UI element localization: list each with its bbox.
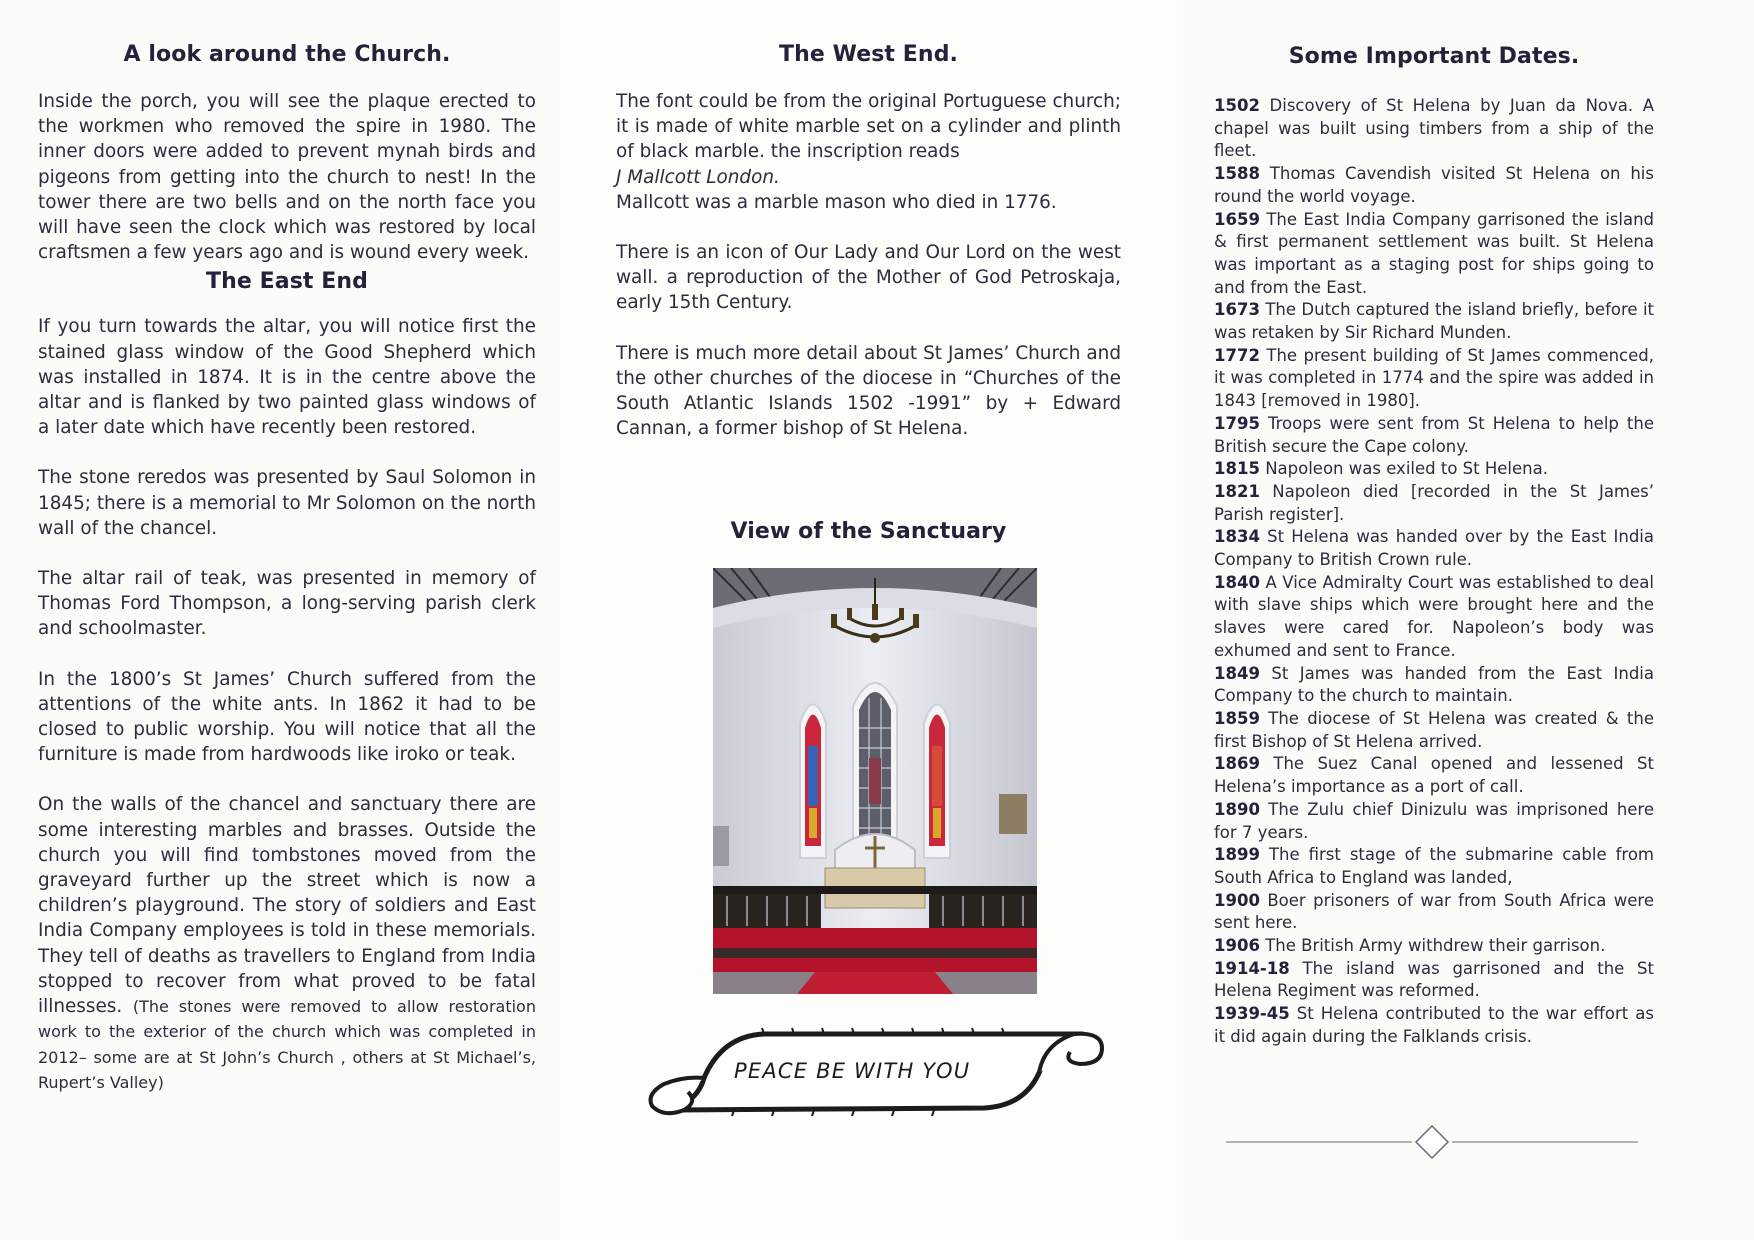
- diamond-divider-icon: [1226, 1125, 1638, 1159]
- date-entry: [1214, 844, 1654, 889]
- date-year: 1840: [1214, 572, 1260, 592]
- mallcott-text: Mallcott was a marble mason who died in 1776.: [616, 191, 1057, 213]
- date-year: 1914-18: [1214, 958, 1290, 978]
- banner-text: PEACE BE WITH YOU: [734, 1059, 971, 1084]
- date-entry: [1214, 753, 1654, 798]
- date-text: The Suez Canal opened and lessened St Helena’s importance as a port of call.: [1214, 754, 1654, 797]
- date-text: St James was handed from the East India Company to the church to maintain.: [1214, 663, 1655, 706]
- altar-window-paragraph: If you turn towards the altar, you will notice first the stained glass window of the Good Shepherd which was installed in 1874. It is in the centre above the altar and is flanked by two painted glass windows of a later date which have recently been restored.: [38, 316, 536, 439]
- date-text: Napoleon was exiled to St Helena.: [1265, 459, 1548, 479]
- right-panel: [1177, 0, 1754, 1240]
- date-entry: [1214, 708, 1654, 753]
- date-entry: [1214, 935, 1654, 958]
- memorials-note: (The stones were removed to allow restoration work to the exterior of the church which was completed in 2012– some are at St John’s Church , others at St Michael’s, Rupert’s Valley): [38, 997, 536, 1092]
- heading-east-end: The East End: [205, 269, 369, 295]
- date-text: The first stage of the submarine cable from South Africa to England was landed,: [1214, 845, 1654, 887]
- memorials-paragraph: [38, 792, 536, 1094]
- left-panel: [0, 0, 560, 1240]
- font-inscription: J Mallcott London.: [616, 166, 780, 188]
- date-entry: [1214, 163, 1654, 208]
- heading-west-end: The West End.: [778, 42, 959, 67]
- date-year: 1502: [1214, 96, 1260, 115]
- date-year: 1588: [1214, 164, 1260, 184]
- date-text: Discovery of St Helena by Juan da Nova. A chapel was built using timbers from a ship of the fleet.: [1214, 96, 1655, 161]
- date-entry: [1214, 481, 1654, 526]
- date-year: 1869: [1214, 754, 1260, 774]
- date-year: 1834: [1214, 527, 1260, 547]
- date-year: 1939-45: [1214, 1004, 1290, 1024]
- date-text: St Helena was handed over by the East India Company to British Crown rule.: [1214, 527, 1654, 570]
- date-year: 1815: [1214, 459, 1260, 479]
- date-year: 1659: [1214, 209, 1260, 229]
- church-sanctuary-photo: [713, 568, 1037, 994]
- date-year: 1900: [1214, 890, 1260, 910]
- icon-paragraph: There is an icon of Our Lady and Our Lord on the west wall. a reproduction of the Mother of God Petroskaja, early 15th Century.: [616, 242, 1121, 314]
- date-year: 1795: [1214, 413, 1260, 433]
- font-text: The font could be from the original Portuguese church; it is made of white marble set on a cylinder and plinth of black marble. the inscription reads: [616, 91, 1121, 163]
- date-text: The diocese of St Helena was created & the first Bishop of St Helena arrived.: [1214, 708, 1655, 751]
- date-entry: [1214, 345, 1654, 413]
- peace-scroll-banner: [644, 1018, 1104, 1118]
- date-year: 1849: [1214, 663, 1260, 683]
- date-entry: [1214, 1003, 1654, 1048]
- date-text: The Dutch captured the island briefly, before it was retaken by Sir Richard Munden.: [1214, 300, 1654, 343]
- date-year: 1772: [1214, 345, 1260, 365]
- date-entry: [1214, 209, 1654, 300]
- heading-look-around: A look around the Church.: [123, 42, 451, 67]
- date-entry: [1214, 95, 1654, 163]
- porch-paragraph: Inside the porch, you will see the plaque erected to the workmen who removed the spire in 1980. The inner doors were added to prevent mynah birds and pigeons from getting into the church to nest! In the tower there are two bells and on the north face you will have seen the clock which was restored by local craftsmen a few years ago and is wound every week.: [38, 91, 536, 264]
- date-text: The Zulu chief Dinizulu was imprisoned here for 7 years.: [1214, 799, 1654, 842]
- date-year: 1673: [1214, 300, 1260, 320]
- date-text: A Vice Admiralty Court was established to deal with slave ships which were brought here and the slaves were cared for. Napoleon’s body was exhumed and sent to France.: [1214, 572, 1655, 660]
- date-list: [1214, 95, 1654, 1049]
- date-entry: [1214, 663, 1654, 708]
- west-end-section: [616, 42, 1121, 544]
- date-text: Thomas Cavendish visited St Helena on his round the world voyage.: [1214, 164, 1654, 206]
- date-entry: [1214, 299, 1654, 344]
- memorials-text: On the walls of the chancel and sanctuary there are some interesting marbles and brasses. Outside the church you will find tombstones moved from the graveyard further up the street which is now a children’s playground. The story of soldiers and East India Company employees is told in these memorials. They tell of deaths as travellers to England from India stopped to recover from what proved to be fatal illnesses.: [38, 794, 536, 1018]
- date-entry: [1214, 890, 1654, 935]
- heading-important-dates: Some Important Dates.: [1288, 44, 1580, 69]
- date-year: 1821: [1214, 481, 1260, 501]
- date-text: The East India Company garrisoned the island & first permanent settlement was built. St Helena was important as a staging post for ships going to and from the East.: [1214, 209, 1654, 297]
- date-text: Troops were sent from St Helena to help the British secure the Cape colony.: [1214, 413, 1655, 456]
- white-ants-paragraph: In the 1800’s St James’ Church suffered from the attentions of the white ants. In 1862 it had to be closed to public worship. You will notice that all the furniture is made from hardwoods like iroko or teak.: [38, 668, 536, 766]
- date-year: 1890: [1214, 799, 1260, 819]
- date-entry: [1214, 526, 1654, 571]
- font-paragraph: [616, 89, 1121, 215]
- middle-panel: [560, 0, 1177, 1240]
- date-text: The British Army withdrew their garrison.: [1265, 936, 1606, 956]
- reredos-paragraph: The stone reredos was presented by Saul Solomon in 1845; there is a memorial to Mr Solomon on the north wall of the chancel.: [38, 467, 536, 539]
- date-entry: [1214, 572, 1654, 663]
- date-text: St Helena contributed to the war effort as it did again during the Falklands crisis.: [1214, 1004, 1654, 1046]
- altar-rail-paragraph: The altar rail of teak, was presented in memory of Thomas Ford Thompson, a long-serving parish clerk and schoolmaster.: [38, 568, 536, 640]
- date-year: 1906: [1214, 936, 1260, 956]
- date-entry: [1214, 799, 1654, 844]
- date-entry: [1214, 458, 1654, 481]
- heading-sanctuary: View of the Sanctuary: [730, 519, 1007, 545]
- date-year: 1859: [1214, 708, 1260, 728]
- date-text: The island was garrisoned and the St Helena Regiment was reformed.: [1214, 958, 1655, 1001]
- date-text: Boer prisoners of war from South Africa were sent here.: [1214, 890, 1655, 933]
- date-text: Napoleon died [recorded in the St James’ Parish register].: [1214, 481, 1654, 524]
- date-year: 1899: [1214, 845, 1260, 865]
- date-entry: [1214, 958, 1654, 1003]
- date-text: The present building of St James commenced, it was completed in 1774 and the spire was added in 1843 [removed in 1980].: [1214, 345, 1654, 411]
- date-entry: [1214, 413, 1654, 458]
- detail-paragraph: There is much more detail about St James’ Church and the other churches of the diocese in “Churches of the South Atlantic Islands 1502 -1991” by + Edward Cannan, a former bishop of St Helena.: [616, 342, 1121, 440]
